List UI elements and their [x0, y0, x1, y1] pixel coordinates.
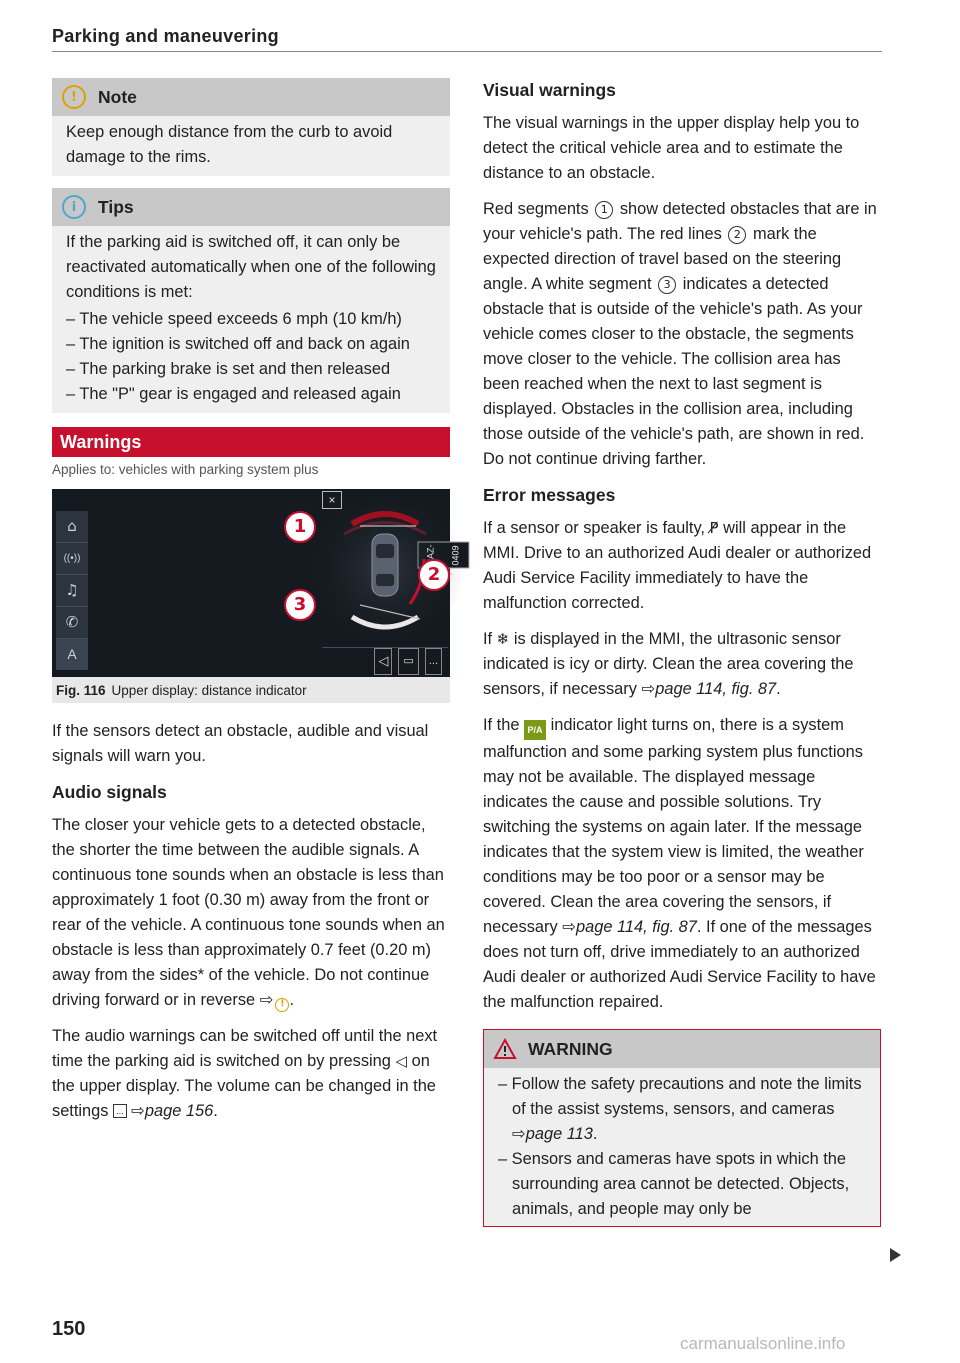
list-item: – Sensors and cameras have spots in which the surrounding area cannot be detected. Objects, animals, and people may only be: [498, 1147, 866, 1222]
music-icon: ♫: [56, 574, 88, 606]
navigation-icon: A: [56, 638, 88, 670]
error-paragraph-3: If the P/A indicator light turns on, there is a system malfunction and some parking system plus functions may not be available. The displayed message indicates the cause and possible solutions. Try switching the systems on again later. If the message indicates that the system view is limited, the weather conditions may be too poor or a sensor may be covered. Clean the area covering the sensors, if necessary ⇨page 114, fig. 87. If one of the messages does not turn off, drive immediately to an authorized Audi dealer or authorized Audi Service Facility to have the malfunction repaired.: [483, 716, 876, 1011]
note-title: Note: [98, 86, 137, 107]
arrow-icon: ⇨: [131, 1102, 145, 1120]
callout-1: 1: [595, 201, 613, 219]
error-messages-heading: Error messages: [483, 485, 616, 505]
phone-icon: ✆: [56, 606, 88, 638]
list-item: – The vehicle speed exceeds 6 mph (10 km/h): [66, 307, 436, 332]
tips-body: [52, 226, 450, 413]
visual-warnings-heading: Visual warnings: [483, 80, 616, 100]
warning-header: [484, 1030, 880, 1068]
visual-text-c: mark the expected direction of travel based on the steering angle. A white segment: [483, 225, 842, 293]
callout-3: 3: [658, 276, 676, 294]
warning-item-text: Follow the safety precautions and note the limits of the assist systems, sensors, and cameras: [511, 1075, 862, 1118]
intro-paragraph: If the sensors detect an obstacle, audible and visual signals will warn you.: [52, 722, 429, 765]
figure-caption: [52, 677, 450, 703]
sensor-dirty-icon: ❄: [496, 630, 510, 648]
visual-paragraph-1: The visual warnings in the upper display help you to detect the critical vehicle area and to estimate the distance to an obstacle.: [483, 114, 860, 182]
arrow-icon: ⇨: [641, 680, 656, 698]
tips-list: [66, 307, 436, 407]
watermark: carmanualsonline.info: [680, 1334, 846, 1353]
arrow-icon: ⇨: [562, 918, 576, 936]
display-bottom-toolbar: [322, 647, 448, 675]
warning-box: [483, 1029, 881, 1227]
figure-number: Fig. 116: [56, 682, 106, 698]
error-paragraph-1: [483, 516, 881, 616]
note-body: [52, 116, 450, 176]
note-header: [52, 78, 450, 116]
marker-2: 2: [418, 559, 450, 591]
continued-arrow-icon: [890, 1248, 901, 1262]
header-divider: [52, 51, 882, 52]
error-paragraph-2: If ❄ is displayed in the MMI, the ultrasonic sensor indicated is icy or dirty. Clean the area covering the sensors, if necessary ⇨page 114, fig. 87.: [483, 627, 881, 702]
list-item: – The parking brake is set and then released: [66, 357, 436, 382]
figure-caption-text: Upper display: distance indicator: [111, 682, 307, 698]
left-column: [52, 78, 450, 1135]
visual-paragraph-2: [483, 197, 881, 472]
arrow-icon: ⇨: [512, 1125, 526, 1143]
camera-view-icon: ▭: [398, 648, 418, 675]
parking-indicator-light-icon: P/A: [524, 720, 546, 740]
warning-list: [498, 1072, 866, 1222]
marker-1: 1: [284, 511, 316, 543]
more-icon: ...: [425, 648, 442, 675]
warning-triangle-icon: [494, 1039, 516, 1059]
visual-text-d: indicates a detected obstacle that is outside of the vehicle's path. As your vehicle comes closer to the obstacle, the segments move closer to the vehicle. The collision area has been reached when the next to last segment is displayed. Obstacles in the collision area, including those outside of the vehicle's path, are shown in red. Do not continue driving farther.: [483, 275, 865, 468]
radio-icon: ((•)): [56, 542, 88, 574]
distance-indicator-figure: [52, 489, 450, 677]
arrow-icon: ⇨: [259, 991, 274, 1009]
audio-text-2a: The audio warnings can be switched off until the next time the parking aid is switched on by pressing: [52, 1027, 438, 1070]
note-text: Keep enough distance from the curb to avoid damage to the rims.: [66, 123, 393, 166]
error-text-2b: is displayed in the MMI, the ultrasonic sensor indicated is icy or dirty. Clean the area covering the sensors, if necessary: [483, 630, 854, 698]
error-text-3c: If one of the messages does not turn off, drive immediately to an authorized Audi dealer or authorized Audi Service Facility to have the malfunction repaired.: [483, 918, 876, 1011]
audio-signals-heading: Audio signals: [52, 782, 167, 802]
error-text-1a: If a sensor or speaker is faulty,: [483, 519, 705, 537]
info-icon: i: [62, 195, 86, 219]
audio-paragraph-2: The audio warnings can be switched off until the next time the parking aid is switched on by pressing ◁ on the upper display. The volume can be changed in the settings ... ⇨page 156.: [52, 1027, 438, 1120]
note-box: [52, 78, 450, 176]
right-column: [483, 78, 881, 1227]
callout-2: 2: [728, 226, 746, 244]
tips-header: [52, 188, 450, 226]
list-item: – Follow the safety precautions and note the limits of the assist systems, sensors, and cameras ⇨page 113.: [498, 1072, 866, 1147]
audio-text-1: The closer your vehicle gets to a detected obstacle, the shorter the time between the audible signals. A continuous tone sounds when an obstacle is less than approximately 1 foot (0.30 m) away from the front or rear of the vehicle. A continuous tone sounds when an obstacle is less than approximately 0.7 feet (0.20 m) away from the sides* of the vehicle. Do not continue driving forward or in reverse: [52, 816, 445, 1009]
tips-intro: If the parking aid is switched off, it can only be reactivated automatically when one of the following conditions is met:: [66, 233, 436, 301]
page-reference[interactable]: page 114, fig. 87: [576, 918, 697, 936]
speaker-mute-icon: ◁: [395, 1052, 408, 1070]
page-reference[interactable]: page 156: [144, 1102, 214, 1120]
warning-body: [484, 1068, 880, 1226]
warnings-section-title: Warnings: [52, 427, 450, 457]
audio-paragraph-1: The closer your vehicle gets to a detected obstacle, the shorter the time between the audible signals. A continuous tone sounds when an obstacle is less than approximately 1 foot (0.30 m) away from the front or rear of the vehicle. A continuous tone sounds when an obstacle is less than approximately 0.7 feet (0.20 m) away from the sides* of the vehicle. Do not continue driving forward or in reverse ⇨ ! .: [52, 813, 450, 1013]
tips-box: [52, 188, 450, 413]
warning-reference-icon: !: [275, 998, 289, 1012]
audio-text-2b: on the upper display. The volume can be changed in the settings: [52, 1052, 436, 1120]
error-text-3a: If the: [483, 716, 520, 734]
tips-title: Tips: [98, 196, 134, 217]
page-reference[interactable]: page 113: [525, 1125, 593, 1143]
visual-text-a: Red segments: [483, 200, 589, 218]
page-reference[interactable]: page 114, fig. 87: [655, 680, 777, 698]
home-icon: ⌂: [67, 517, 77, 535]
warning-title: WARNING: [528, 1038, 613, 1059]
list-item: – The "P" gear is engaged and released again: [66, 382, 436, 407]
error-text-1b: will appear in the MMI. Drive to an authorized Audi dealer or authorized Audi Service Facility immediately to have the malfunction corrected.: [483, 519, 872, 612]
exclamation-icon: !: [62, 85, 86, 109]
list-item: – The ignition is switched off and back on again: [66, 332, 436, 357]
parking-system-fault-icon: P̸: [709, 519, 719, 537]
page-number: 150: [52, 1318, 86, 1340]
marker-3: 3: [284, 589, 316, 621]
error-text-3b: indicator light turns on, there is a system malfunction and some parking system plus functions may not be available. The displayed message indicates the cause and possible solutions. Try switching the systems on again later. If the message indicates that the system view is limited, the weather conditions may be too poor or a sensor may be covered. Clean the area covering the sensors, if necessary: [483, 716, 864, 936]
close-icon: ×: [322, 491, 342, 509]
applies-to-text: Applies to: vehicles with parking system plus: [52, 462, 319, 477]
error-text-2a: If: [483, 630, 493, 648]
visual-text-b: show detected obstacles that are in your vehicle's path. The red lines: [483, 200, 877, 243]
page-header-title: Parking and maneuvering: [52, 26, 279, 46]
settings-icon: ...: [113, 1104, 127, 1118]
speaker-mute-icon: ◁: [374, 648, 392, 675]
